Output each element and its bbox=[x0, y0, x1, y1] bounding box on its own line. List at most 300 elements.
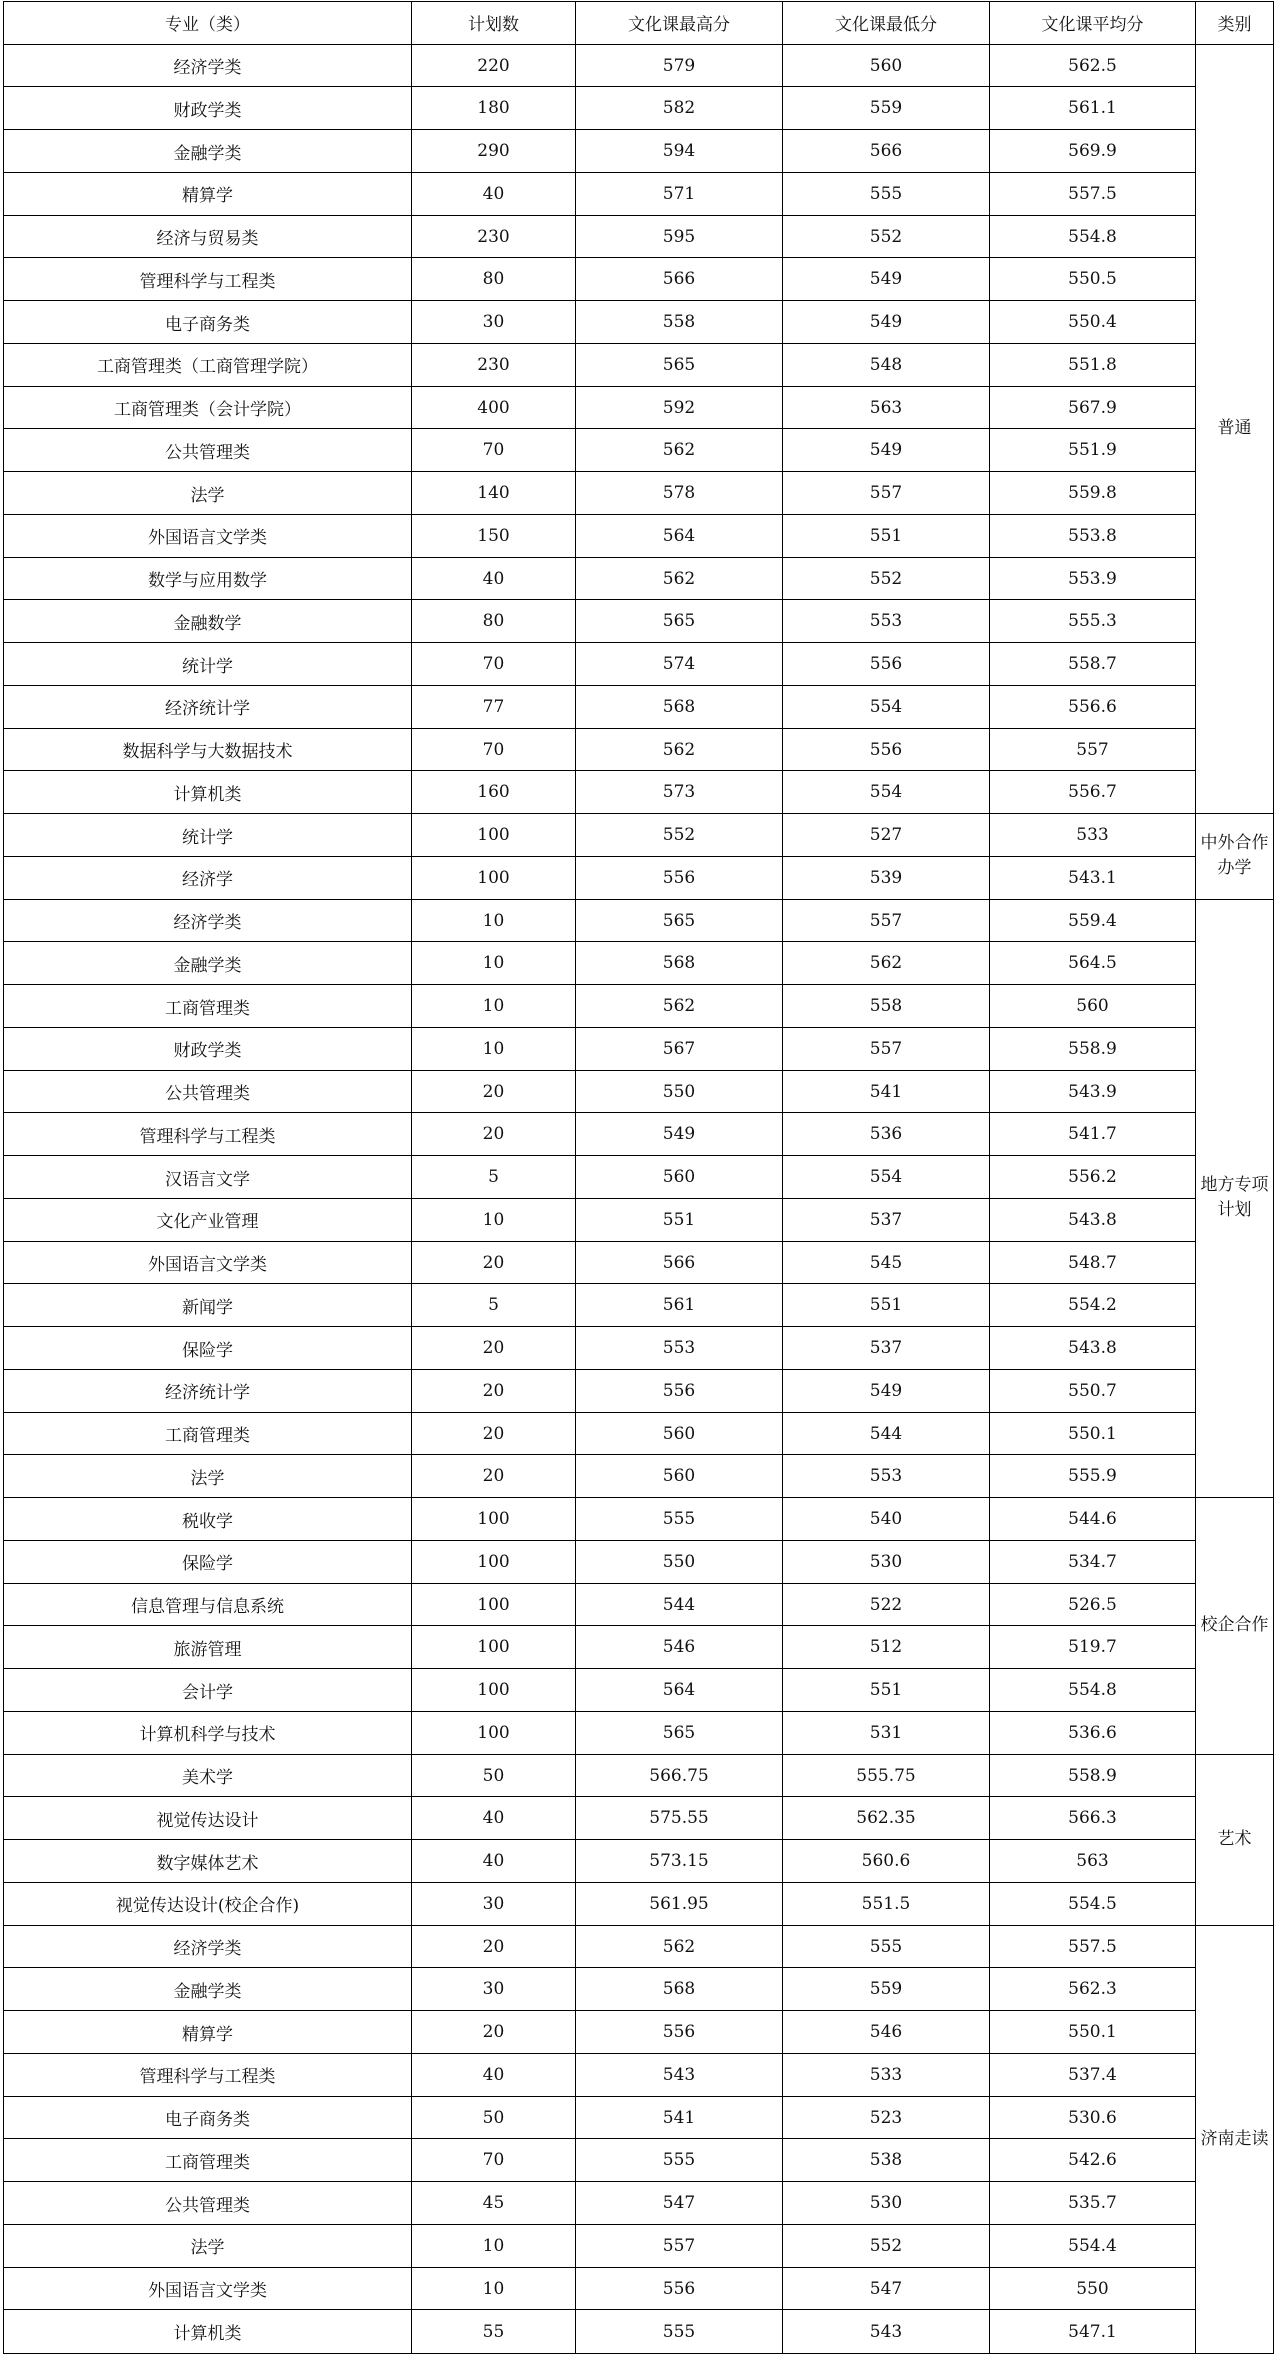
table-row bbox=[4, 2139, 1274, 2182]
min-score-cell: 547 bbox=[783, 2267, 990, 2310]
avg-score-cell: 559.8 bbox=[990, 472, 1196, 515]
avg-score-cell: 566.3 bbox=[990, 1797, 1196, 1840]
table-row bbox=[4, 2011, 1274, 2054]
max-score-cell: 562 bbox=[576, 1925, 783, 1968]
header-max-score: 文化课最高分 bbox=[576, 2, 783, 45]
avg-score-cell: 554.8 bbox=[990, 1669, 1196, 1712]
min-score-cell: 552 bbox=[783, 2224, 990, 2267]
max-score-cell: 582 bbox=[576, 87, 783, 130]
avg-score-cell: 541.7 bbox=[990, 1113, 1196, 1156]
avg-score-cell: 560 bbox=[990, 985, 1196, 1028]
category-cell: 普通 bbox=[1196, 44, 1274, 814]
avg-score-cell: 533 bbox=[990, 814, 1196, 857]
major-cell: 法学 bbox=[4, 472, 412, 515]
table-body bbox=[4, 44, 1274, 2353]
table-row bbox=[4, 1711, 1274, 1754]
avg-score-cell: 526.5 bbox=[990, 1583, 1196, 1626]
avg-score-cell: 555.9 bbox=[990, 1455, 1196, 1498]
min-score-cell: 540 bbox=[783, 1498, 990, 1541]
avg-score-cell: 550.1 bbox=[990, 1412, 1196, 1455]
table-row bbox=[4, 1198, 1274, 1241]
max-score-cell: 560 bbox=[576, 1156, 783, 1199]
min-score-cell: 523 bbox=[783, 2096, 990, 2139]
avg-score-cell: 561.1 bbox=[990, 87, 1196, 130]
avg-score-cell: 556.7 bbox=[990, 771, 1196, 814]
major-cell: 财政学类 bbox=[4, 1027, 412, 1070]
max-score-cell: 595 bbox=[576, 215, 783, 258]
max-score-cell: 555 bbox=[576, 2310, 783, 2354]
min-score-cell: 522 bbox=[783, 1583, 990, 1626]
min-score-cell: 557 bbox=[783, 472, 990, 515]
max-score-cell: 547 bbox=[576, 2182, 783, 2225]
plan-count-cell: 55 bbox=[412, 2310, 576, 2354]
table-row bbox=[4, 1156, 1274, 1199]
major-cell: 金融学类 bbox=[4, 1968, 412, 2011]
plan-count-cell: 230 bbox=[412, 343, 576, 386]
plan-count-cell: 100 bbox=[412, 1669, 576, 1712]
table-row bbox=[4, 472, 1274, 515]
table-row bbox=[4, 1498, 1274, 1541]
plan-count-cell: 100 bbox=[412, 1498, 576, 1541]
avg-score-cell: 562.5 bbox=[990, 44, 1196, 87]
plan-count-cell: 220 bbox=[412, 44, 576, 87]
major-cell: 经济学类 bbox=[4, 44, 412, 87]
plan-count-cell: 80 bbox=[412, 600, 576, 643]
avg-score-cell: 569.9 bbox=[990, 130, 1196, 173]
table-row bbox=[4, 2053, 1274, 2096]
avg-score-cell: 534.7 bbox=[990, 1540, 1196, 1583]
max-score-cell: 573 bbox=[576, 771, 783, 814]
major-cell: 文化产业管理 bbox=[4, 1198, 412, 1241]
max-score-cell: 544 bbox=[576, 1583, 783, 1626]
min-score-cell: 551 bbox=[783, 1669, 990, 1712]
table-row bbox=[4, 1327, 1274, 1370]
major-cell: 数学与应用数学 bbox=[4, 557, 412, 600]
avg-score-cell: 550.5 bbox=[990, 258, 1196, 301]
table-row bbox=[4, 771, 1274, 814]
table-row bbox=[4, 301, 1274, 344]
table-row bbox=[4, 1754, 1274, 1797]
max-score-cell: 562 bbox=[576, 728, 783, 771]
table-row bbox=[4, 643, 1274, 686]
max-score-cell: 553 bbox=[576, 1327, 783, 1370]
major-cell: 工商管理类（会计学院） bbox=[4, 386, 412, 429]
table-row bbox=[4, 1797, 1274, 1840]
avg-score-cell: 553.9 bbox=[990, 557, 1196, 600]
min-score-cell: 554 bbox=[783, 685, 990, 728]
avg-score-cell: 553.8 bbox=[990, 514, 1196, 557]
avg-score-cell: 554.4 bbox=[990, 2224, 1196, 2267]
major-cell: 经济与贸易类 bbox=[4, 215, 412, 258]
min-score-cell: 553 bbox=[783, 1455, 990, 1498]
plan-count-cell: 230 bbox=[412, 215, 576, 258]
major-cell: 公共管理类 bbox=[4, 1070, 412, 1113]
header-plan-count: 计划数 bbox=[412, 2, 576, 45]
table-row bbox=[4, 2267, 1274, 2310]
max-score-cell: 550 bbox=[576, 1070, 783, 1113]
header-row bbox=[4, 2, 1274, 45]
avg-score-cell: 537.4 bbox=[990, 2053, 1196, 2096]
min-score-cell: 563 bbox=[783, 386, 990, 429]
max-score-cell: 558 bbox=[576, 301, 783, 344]
major-cell: 公共管理类 bbox=[4, 429, 412, 472]
avg-score-cell: 543.8 bbox=[990, 1327, 1196, 1370]
avg-score-cell: 550.7 bbox=[990, 1369, 1196, 1412]
max-score-cell: 564 bbox=[576, 1669, 783, 1712]
major-cell: 税收学 bbox=[4, 1498, 412, 1541]
plan-count-cell: 20 bbox=[412, 2011, 576, 2054]
table-row bbox=[4, 1369, 1274, 1412]
major-cell: 金融学类 bbox=[4, 130, 412, 173]
plan-count-cell: 70 bbox=[412, 429, 576, 472]
max-score-cell: 562 bbox=[576, 985, 783, 1028]
table-row bbox=[4, 1455, 1274, 1498]
avg-score-cell: 557.5 bbox=[990, 172, 1196, 215]
max-score-cell: 546 bbox=[576, 1626, 783, 1669]
table-row bbox=[4, 2310, 1274, 2354]
table-row bbox=[4, 172, 1274, 215]
plan-count-cell: 50 bbox=[412, 2096, 576, 2139]
major-cell: 经济学类 bbox=[4, 1925, 412, 1968]
table-row bbox=[4, 856, 1274, 899]
table-row bbox=[4, 1669, 1274, 1712]
header-min-score: 文化课最低分 bbox=[783, 2, 990, 45]
min-score-cell: 556 bbox=[783, 643, 990, 686]
max-score-cell: 556 bbox=[576, 2011, 783, 2054]
max-score-cell: 579 bbox=[576, 44, 783, 87]
max-score-cell: 562 bbox=[576, 557, 783, 600]
major-cell: 统计学 bbox=[4, 643, 412, 686]
max-score-cell: 541 bbox=[576, 2096, 783, 2139]
min-score-cell: 549 bbox=[783, 1369, 990, 1412]
table-row bbox=[4, 1241, 1274, 1284]
max-score-cell: 564 bbox=[576, 514, 783, 557]
major-cell: 视觉传达设计 bbox=[4, 1797, 412, 1840]
plan-count-cell: 20 bbox=[412, 1070, 576, 1113]
table-row bbox=[4, 1540, 1274, 1583]
max-score-cell: 555 bbox=[576, 2139, 783, 2182]
major-cell: 法学 bbox=[4, 1455, 412, 1498]
major-cell: 计算机类 bbox=[4, 771, 412, 814]
avg-score-cell: 543.1 bbox=[990, 856, 1196, 899]
min-score-cell: 545 bbox=[783, 1241, 990, 1284]
plan-count-cell: 10 bbox=[412, 942, 576, 985]
min-score-cell: 527 bbox=[783, 814, 990, 857]
min-score-cell: 558 bbox=[783, 985, 990, 1028]
max-score-cell: 543 bbox=[576, 2053, 783, 2096]
avg-score-cell: 563 bbox=[990, 1840, 1196, 1883]
avg-score-cell: 530.6 bbox=[990, 2096, 1196, 2139]
table-row bbox=[4, 1925, 1274, 1968]
plan-count-cell: 70 bbox=[412, 643, 576, 686]
table-row bbox=[4, 1412, 1274, 1455]
plan-count-cell: 20 bbox=[412, 1412, 576, 1455]
plan-count-cell: 180 bbox=[412, 87, 576, 130]
avg-score-cell: 556.6 bbox=[990, 685, 1196, 728]
max-score-cell: 560 bbox=[576, 1412, 783, 1455]
max-score-cell: 560 bbox=[576, 1455, 783, 1498]
major-cell: 工商管理类（工商管理学院） bbox=[4, 343, 412, 386]
max-score-cell: 565 bbox=[576, 1711, 783, 1754]
table-row bbox=[4, 1284, 1274, 1327]
plan-count-cell: 10 bbox=[412, 1198, 576, 1241]
min-score-cell: 552 bbox=[783, 557, 990, 600]
min-score-cell: 554 bbox=[783, 1156, 990, 1199]
plan-count-cell: 10 bbox=[412, 2267, 576, 2310]
avg-score-cell: 547.1 bbox=[990, 2310, 1196, 2354]
major-cell: 管理科学与工程类 bbox=[4, 1113, 412, 1156]
min-score-cell: 557 bbox=[783, 899, 990, 942]
min-score-cell: 557 bbox=[783, 1027, 990, 1070]
avg-score-cell: 519.7 bbox=[990, 1626, 1196, 1669]
max-score-cell: 565 bbox=[576, 899, 783, 942]
max-score-cell: 567 bbox=[576, 1027, 783, 1070]
category-cell: 济南走读 bbox=[1196, 1925, 1274, 2353]
plan-count-cell: 100 bbox=[412, 1583, 576, 1626]
category-cell: 地方专项计划 bbox=[1196, 899, 1274, 1498]
major-cell: 美术学 bbox=[4, 1754, 412, 1797]
avg-score-cell: 551.8 bbox=[990, 343, 1196, 386]
table-row bbox=[4, 728, 1274, 771]
avg-score-cell: 542.6 bbox=[990, 2139, 1196, 2182]
table-row bbox=[4, 2182, 1274, 2225]
category-cell: 校企合作 bbox=[1196, 1498, 1274, 1755]
plan-count-cell: 150 bbox=[412, 514, 576, 557]
max-score-cell: 592 bbox=[576, 386, 783, 429]
major-cell: 工商管理类 bbox=[4, 1412, 412, 1455]
plan-count-cell: 70 bbox=[412, 2139, 576, 2182]
min-score-cell: 551 bbox=[783, 514, 990, 557]
max-score-cell: 575.55 bbox=[576, 1797, 783, 1840]
avg-score-cell: 550.1 bbox=[990, 2011, 1196, 2054]
avg-score-cell: 550.4 bbox=[990, 301, 1196, 344]
header-major: 专业（类） bbox=[4, 2, 412, 45]
table-row bbox=[4, 2224, 1274, 2267]
min-score-cell: 530 bbox=[783, 2182, 990, 2225]
max-score-cell: 551 bbox=[576, 1198, 783, 1241]
table-row bbox=[4, 1070, 1274, 1113]
min-score-cell: 566 bbox=[783, 130, 990, 173]
table-row bbox=[4, 429, 1274, 472]
max-score-cell: 594 bbox=[576, 130, 783, 173]
table-row bbox=[4, 600, 1274, 643]
min-score-cell: 549 bbox=[783, 301, 990, 344]
min-score-cell: 539 bbox=[783, 856, 990, 899]
plan-count-cell: 70 bbox=[412, 728, 576, 771]
min-score-cell: 537 bbox=[783, 1327, 990, 1370]
table-row bbox=[4, 942, 1274, 985]
table-row bbox=[4, 1626, 1274, 1669]
major-cell: 公共管理类 bbox=[4, 2182, 412, 2225]
table-row bbox=[4, 44, 1274, 87]
max-score-cell: 549 bbox=[576, 1113, 783, 1156]
avg-score-cell: 564.5 bbox=[990, 942, 1196, 985]
table-row bbox=[4, 1840, 1274, 1883]
plan-count-cell: 5 bbox=[412, 1156, 576, 1199]
table-row bbox=[4, 685, 1274, 728]
min-score-cell: 562.35 bbox=[783, 1797, 990, 1840]
plan-count-cell: 20 bbox=[412, 1241, 576, 1284]
category-cell: 中外合作办学 bbox=[1196, 814, 1274, 900]
major-cell: 视觉传达设计(校企合作) bbox=[4, 1882, 412, 1925]
max-score-cell: 568 bbox=[576, 942, 783, 985]
max-score-cell: 561.95 bbox=[576, 1882, 783, 1925]
max-score-cell: 565 bbox=[576, 343, 783, 386]
table-row bbox=[4, 1583, 1274, 1626]
max-score-cell: 556 bbox=[576, 856, 783, 899]
major-cell: 精算学 bbox=[4, 172, 412, 215]
min-score-cell: 552 bbox=[783, 215, 990, 258]
major-cell: 外国语言文学类 bbox=[4, 514, 412, 557]
avg-score-cell: 557.5 bbox=[990, 1925, 1196, 1968]
header-avg-score: 文化课平均分 bbox=[990, 2, 1196, 45]
table-row bbox=[4, 1882, 1274, 1925]
category-cell: 艺术 bbox=[1196, 1754, 1274, 1925]
major-cell: 汉语言文学 bbox=[4, 1156, 412, 1199]
major-cell: 保险学 bbox=[4, 1540, 412, 1583]
min-score-cell: 554 bbox=[783, 771, 990, 814]
plan-count-cell: 45 bbox=[412, 2182, 576, 2225]
major-cell: 法学 bbox=[4, 2224, 412, 2267]
max-score-cell: 562 bbox=[576, 429, 783, 472]
min-score-cell: 551.5 bbox=[783, 1882, 990, 1925]
plan-count-cell: 20 bbox=[412, 1925, 576, 1968]
major-cell: 经济统计学 bbox=[4, 1369, 412, 1412]
min-score-cell: 536 bbox=[783, 1113, 990, 1156]
major-cell: 旅游管理 bbox=[4, 1626, 412, 1669]
min-score-cell: 551 bbox=[783, 1284, 990, 1327]
plan-count-cell: 400 bbox=[412, 386, 576, 429]
major-cell: 数据科学与大数据技术 bbox=[4, 728, 412, 771]
max-score-cell: 552 bbox=[576, 814, 783, 857]
table-row bbox=[4, 130, 1274, 173]
min-score-cell: 559 bbox=[783, 87, 990, 130]
major-cell: 信息管理与信息系统 bbox=[4, 1583, 412, 1626]
major-cell: 外国语言文学类 bbox=[4, 1241, 412, 1284]
avg-score-cell: 558.9 bbox=[990, 1027, 1196, 1070]
avg-score-cell: 554.2 bbox=[990, 1284, 1196, 1327]
max-score-cell: 578 bbox=[576, 472, 783, 515]
avg-score-cell: 557 bbox=[990, 728, 1196, 771]
plan-count-cell: 20 bbox=[412, 1369, 576, 1412]
major-cell: 经济学类 bbox=[4, 899, 412, 942]
plan-count-cell: 40 bbox=[412, 2053, 576, 2096]
avg-score-cell: 558.7 bbox=[990, 643, 1196, 686]
plan-count-cell: 20 bbox=[412, 1113, 576, 1156]
table-row bbox=[4, 557, 1274, 600]
major-cell: 保险学 bbox=[4, 1327, 412, 1370]
plan-count-cell: 10 bbox=[412, 1027, 576, 1070]
min-score-cell: 555 bbox=[783, 1925, 990, 1968]
max-score-cell: 550 bbox=[576, 1540, 783, 1583]
avg-score-cell: 550 bbox=[990, 2267, 1196, 2310]
table-row bbox=[4, 258, 1274, 301]
max-score-cell: 565 bbox=[576, 600, 783, 643]
min-score-cell: 559 bbox=[783, 1968, 990, 2011]
min-score-cell: 562 bbox=[783, 942, 990, 985]
avg-score-cell: 559.4 bbox=[990, 899, 1196, 942]
major-cell: 外国语言文学类 bbox=[4, 2267, 412, 2310]
avg-score-cell: 543.9 bbox=[990, 1070, 1196, 1113]
major-cell: 计算机类 bbox=[4, 2310, 412, 2354]
table-row bbox=[4, 87, 1274, 130]
avg-score-cell: 551.9 bbox=[990, 429, 1196, 472]
max-score-cell: 568 bbox=[576, 1968, 783, 2011]
min-score-cell: 543 bbox=[783, 2310, 990, 2354]
max-score-cell: 566 bbox=[576, 1241, 783, 1284]
avg-score-cell: 554.8 bbox=[990, 215, 1196, 258]
plan-count-cell: 30 bbox=[412, 1882, 576, 1925]
major-cell: 数字媒体艺术 bbox=[4, 1840, 412, 1883]
avg-score-cell: 562.3 bbox=[990, 1968, 1196, 2011]
min-score-cell: 549 bbox=[783, 258, 990, 301]
min-score-cell: 537 bbox=[783, 1198, 990, 1241]
table-row bbox=[4, 215, 1274, 258]
plan-count-cell: 10 bbox=[412, 899, 576, 942]
major-cell: 工商管理类 bbox=[4, 985, 412, 1028]
table-row bbox=[4, 514, 1274, 557]
plan-count-cell: 50 bbox=[412, 1754, 576, 1797]
avg-score-cell: 554.5 bbox=[990, 1882, 1196, 1925]
major-cell: 经济学 bbox=[4, 856, 412, 899]
min-score-cell: 512 bbox=[783, 1626, 990, 1669]
table-row bbox=[4, 985, 1274, 1028]
table-row bbox=[4, 899, 1274, 942]
table-row bbox=[4, 814, 1274, 857]
avg-score-cell: 535.7 bbox=[990, 2182, 1196, 2225]
max-score-cell: 566 bbox=[576, 258, 783, 301]
plan-count-cell: 100 bbox=[412, 1540, 576, 1583]
plan-count-cell: 290 bbox=[412, 130, 576, 173]
min-score-cell: 555 bbox=[783, 172, 990, 215]
max-score-cell: 568 bbox=[576, 685, 783, 728]
plan-count-cell: 40 bbox=[412, 172, 576, 215]
major-cell: 新闻学 bbox=[4, 1284, 412, 1327]
max-score-cell: 571 bbox=[576, 172, 783, 215]
plan-count-cell: 160 bbox=[412, 771, 576, 814]
avg-score-cell: 548.7 bbox=[990, 1241, 1196, 1284]
major-cell: 统计学 bbox=[4, 814, 412, 857]
max-score-cell: 557 bbox=[576, 2224, 783, 2267]
min-score-cell: 549 bbox=[783, 429, 990, 472]
major-cell: 精算学 bbox=[4, 2011, 412, 2054]
avg-score-cell: 556.2 bbox=[990, 1156, 1196, 1199]
major-cell: 金融数学 bbox=[4, 600, 412, 643]
min-score-cell: 553 bbox=[783, 600, 990, 643]
plan-count-cell: 140 bbox=[412, 472, 576, 515]
table-row bbox=[4, 2096, 1274, 2139]
major-cell: 电子商务类 bbox=[4, 301, 412, 344]
major-cell: 会计学 bbox=[4, 1669, 412, 1712]
plan-count-cell: 20 bbox=[412, 1455, 576, 1498]
major-cell: 金融学类 bbox=[4, 942, 412, 985]
major-cell: 工商管理类 bbox=[4, 2139, 412, 2182]
table-row bbox=[4, 1113, 1274, 1156]
min-score-cell: 531 bbox=[783, 1711, 990, 1754]
avg-score-cell: 544.6 bbox=[990, 1498, 1196, 1541]
max-score-cell: 566.75 bbox=[576, 1754, 783, 1797]
header-category: 类别 bbox=[1196, 2, 1274, 45]
min-score-cell: 560.6 bbox=[783, 1840, 990, 1883]
table-row bbox=[4, 343, 1274, 386]
avg-score-cell: 555.3 bbox=[990, 600, 1196, 643]
plan-count-cell: 40 bbox=[412, 1797, 576, 1840]
plan-count-cell: 5 bbox=[412, 1284, 576, 1327]
plan-count-cell: 100 bbox=[412, 856, 576, 899]
avg-score-cell: 567.9 bbox=[990, 386, 1196, 429]
major-cell: 电子商务类 bbox=[4, 2096, 412, 2139]
max-score-cell: 556 bbox=[576, 2267, 783, 2310]
